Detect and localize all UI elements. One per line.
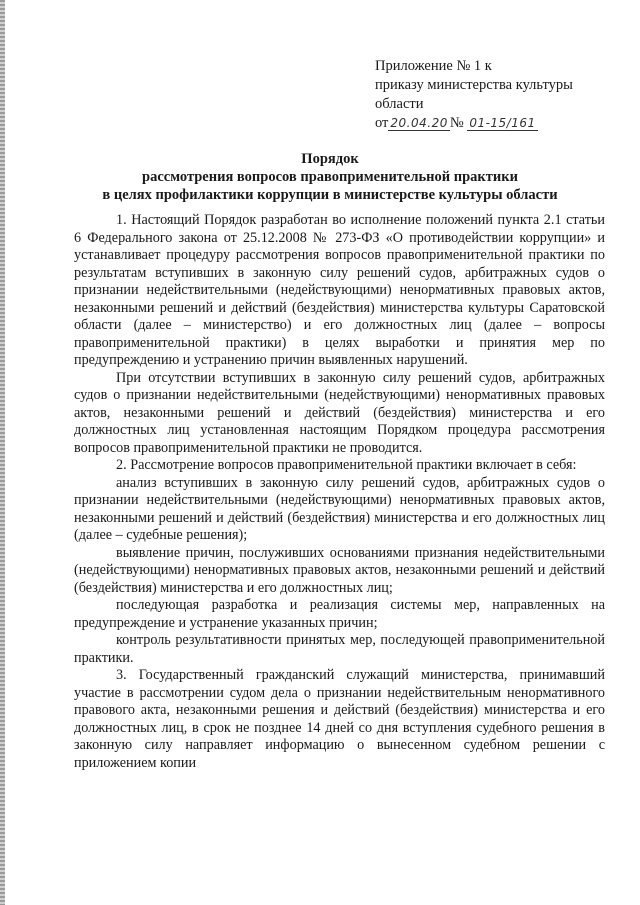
- paragraph: анализ вступивших в законную силу решений судов, арбитражных судов о признании недействительными (недействующими) ненормативных правовых актов, незаконными решений и действий (бездействия) министерства и его должностных лиц (далее – судебные решения);: [74, 474, 605, 543]
- document-body: [74, 212, 605, 772]
- title-line-2: рассмотрения вопросов правоприменительной практики: [142, 169, 518, 185]
- order-date-number: [375, 114, 605, 133]
- title-line-3: в целях профилактики коррупции в министерстве культуры области: [102, 187, 558, 203]
- handwritten-number: 01-15/161: [469, 116, 536, 130]
- paragraph: выявление причин, послуживших основаниями признания недействительными (недействующими) ненормативных правовых актов, незаконными решений и действий (бездействия) министерства и его должностных лиц;: [74, 544, 605, 596]
- paragraph: 2. Рассмотрение вопросов правоприменительной практики включает в себя:: [116, 457, 577, 473]
- number-label: №: [449, 115, 464, 131]
- title-line-1: Порядок: [301, 151, 359, 167]
- appendix-block: [375, 57, 605, 133]
- document-title: [60, 150, 600, 204]
- paragraph: 1. Настоящий Порядок разработан во исполнение положений пункта 2.1 статьи 6 Федерального закона от 25.12.2008 № 273-ФЗ «О противодействии коррупции» и устанавливает процедуру рассмотрения вопросов правоприменительной практики по результатам вступивших в законную силу решений судов, арбитражных судов о признании недействительными (недействующими) ненормативных правовых актов, незаконными решений и действий (бездействия) министерства культуры Саратовской области (далее – министерство) и его должностных лиц (далее – вопросы правоприменительной практики) в целях выработки и принятия мер по предупреждению и устранению причин выявленных нарушений.: [74, 212, 605, 368]
- appendix-line-1: Приложение № 1 к: [375, 58, 492, 74]
- paragraph: При отсутствии вступивших в законную силу решений судов, арбитражных судов о признании недействительными (недействующими) ненормативных правовых актов, незаконными решений и действий (бездействия) министерства и его должностных лиц установленная настоящим Порядком процедура рассмотрения вопросов правоприменительной практики не проводится.: [74, 369, 605, 456]
- appendix-line-3: области: [375, 96, 424, 112]
- appendix-line-2: приказу министерства культуры: [375, 77, 573, 93]
- from-label: от: [375, 115, 389, 131]
- paragraph: контроль результативности принятых мер, последующей правоприменительной практики.: [74, 632, 605, 666]
- paragraph: последующая разработка и реализация системы мер, направленных на предупреждение и устранение указанных причин;: [74, 597, 605, 631]
- paragraph: 3. Государственный гражданский служащий министерства, принимавший участие в рассмотрении судом дела о признании недействительным ненормативного правового акта, незаконными решения и действий (бездействия) министерства и его должностных лиц, в срок не позднее 14 дней со дня вступления судебного решения в законную силу направляет информацию о вынесенном судебном решении с приложением копии: [74, 667, 605, 771]
- handwritten-date: 20.04.20: [390, 116, 448, 130]
